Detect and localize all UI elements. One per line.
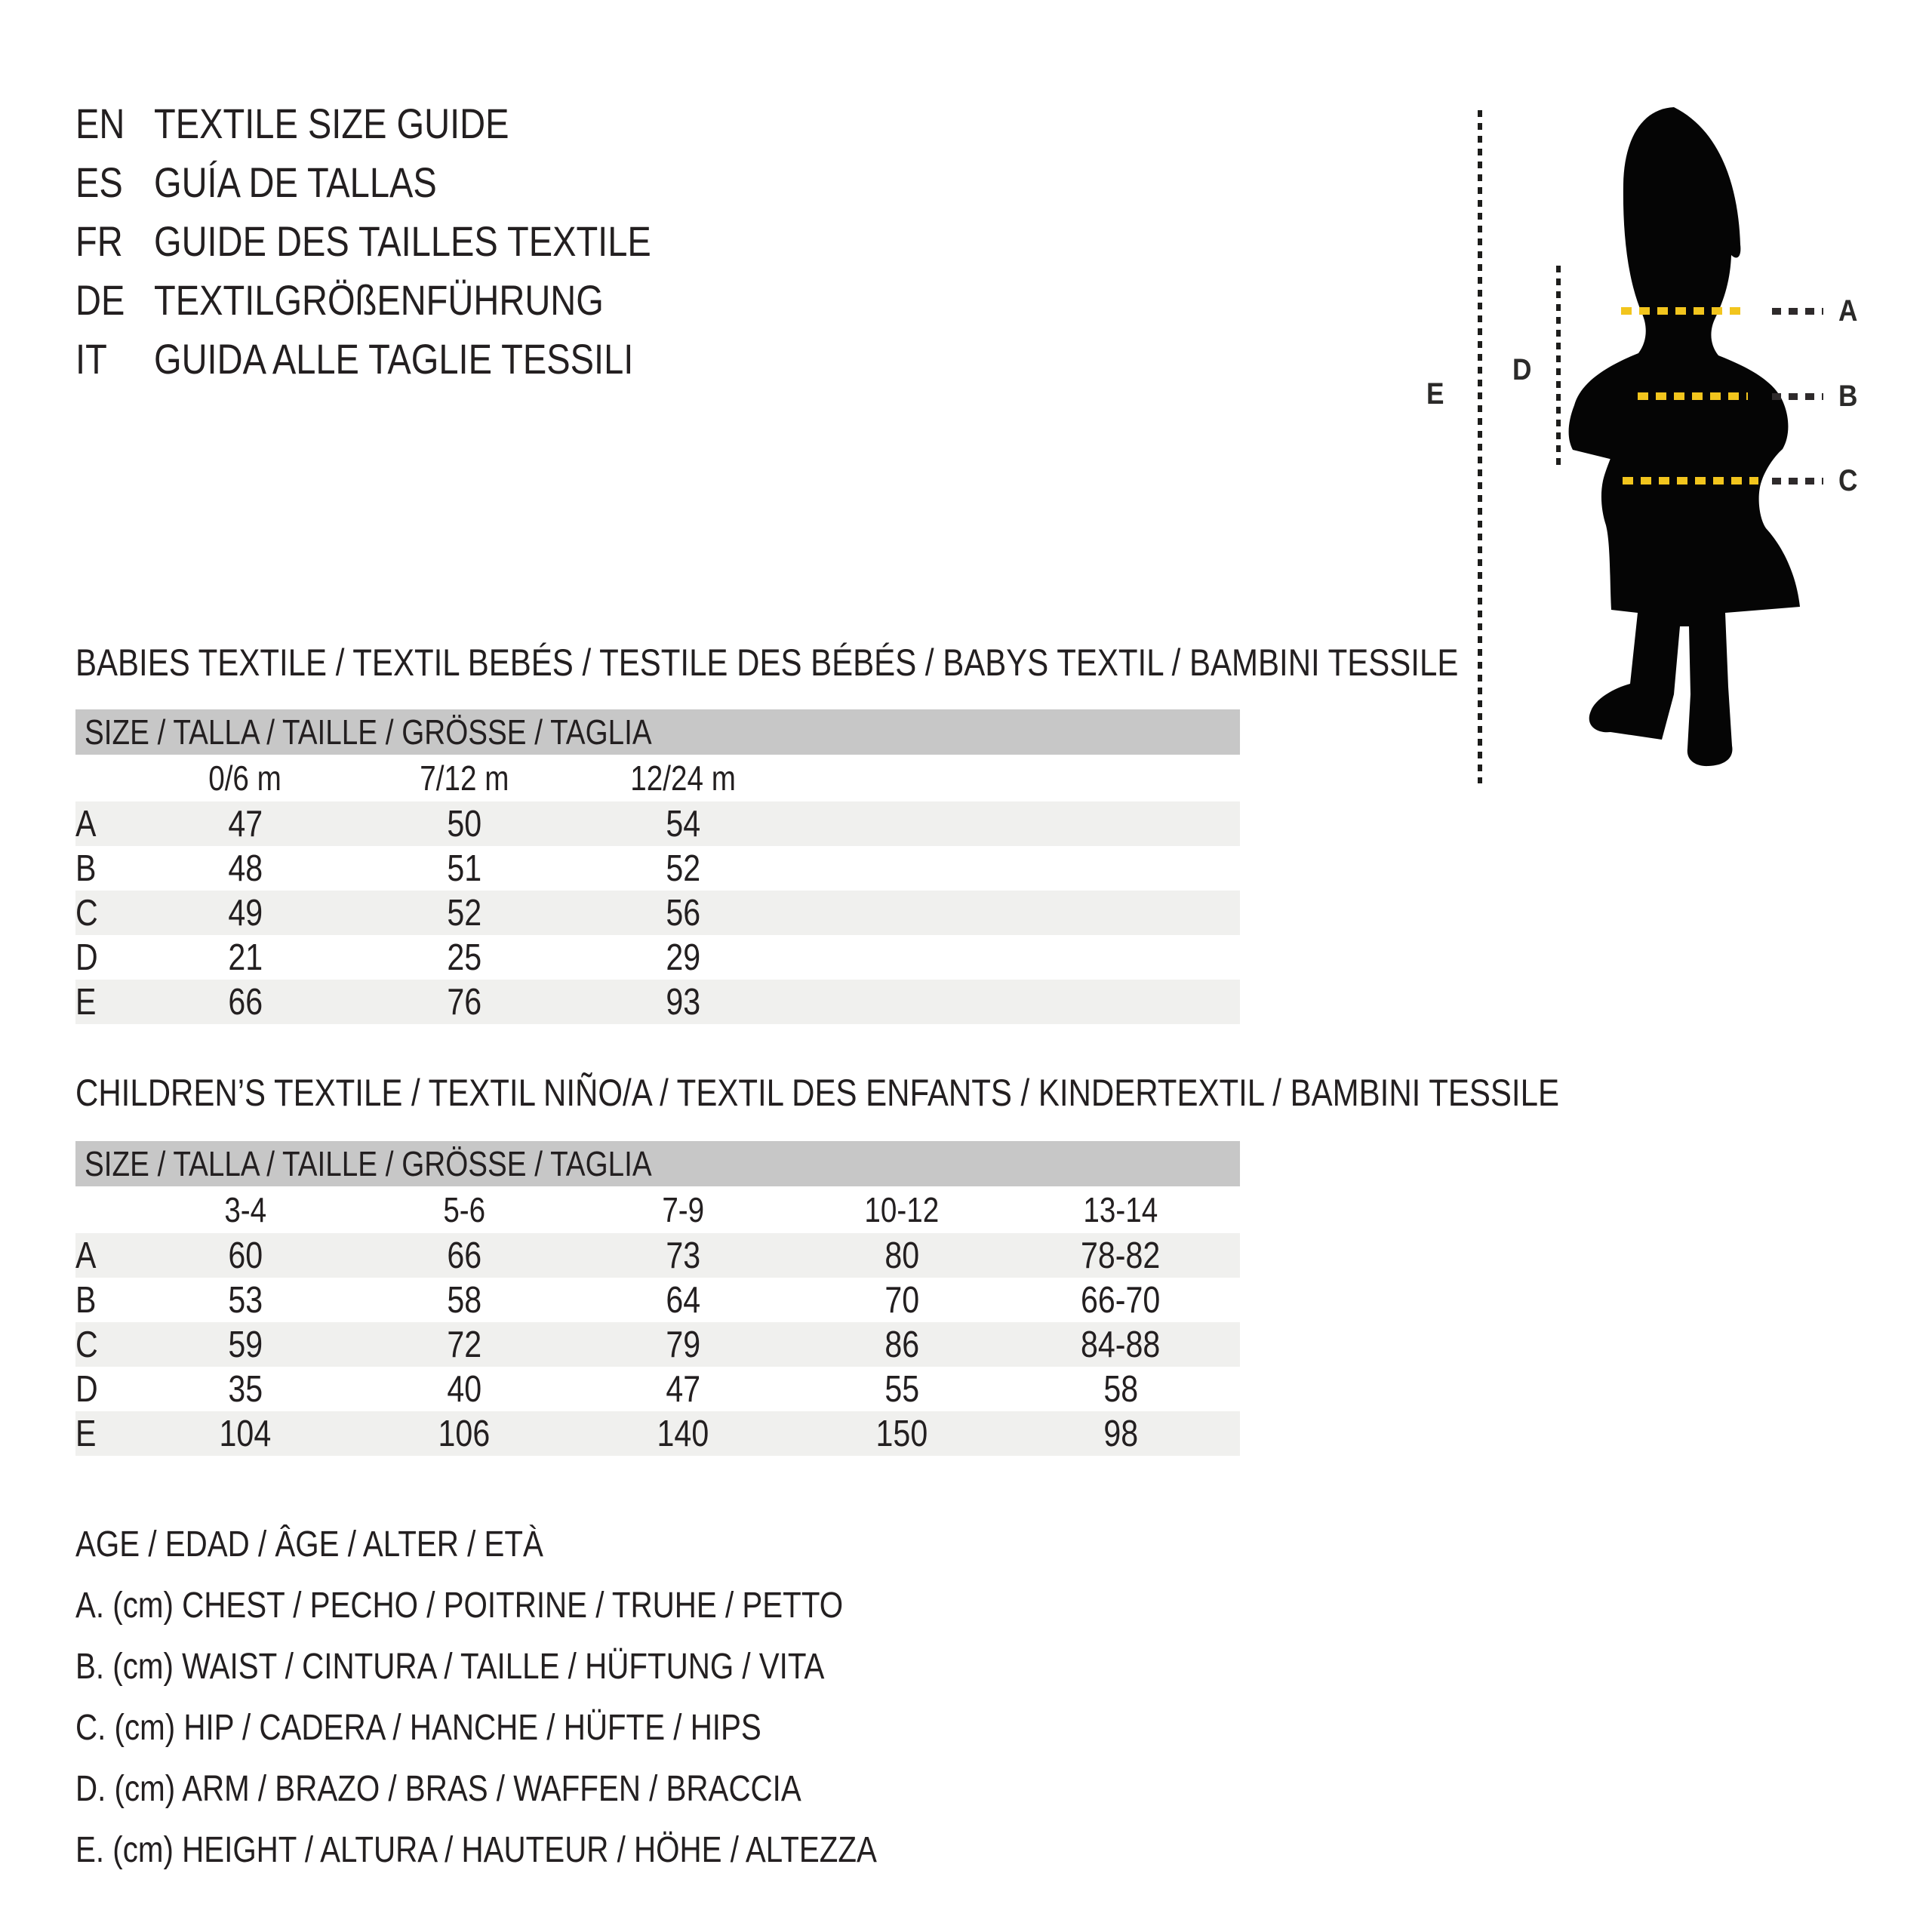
row-label bbox=[75, 892, 136, 934]
language-title: GUIDE DES TAILLES TEXTILE bbox=[154, 217, 651, 265]
row-label-text: E bbox=[75, 1413, 97, 1454]
measurement-legend bbox=[75, 1514, 1029, 1881]
cell-value: 56 bbox=[666, 892, 700, 934]
legend-line-height bbox=[75, 1820, 1029, 1881]
table-row-a bbox=[75, 801, 1240, 846]
babies-column-header bbox=[574, 758, 792, 798]
language-title: TEXTILE SIZE GUIDE bbox=[154, 99, 509, 147]
table-cell bbox=[574, 1235, 792, 1277]
cell-value: 60 bbox=[228, 1235, 263, 1276]
hip-measure-leader-c bbox=[1772, 478, 1823, 485]
column-header-text: 10-12 bbox=[864, 1190, 940, 1229]
table-cell bbox=[136, 803, 355, 845]
children-size-header-bar bbox=[75, 1141, 1240, 1186]
cell-value: 150 bbox=[875, 1413, 928, 1454]
language-code bbox=[75, 275, 154, 325]
row-label-text: B bbox=[75, 848, 97, 889]
table-cell bbox=[1011, 1368, 1230, 1411]
legend-text: B. (cm) WAIST / CINTURA / TAILLE / HÜFTUNG / VITA bbox=[75, 1647, 825, 1687]
cell-value: 58 bbox=[447, 1279, 481, 1321]
children-column-header bbox=[792, 1189, 1011, 1230]
language-code-text: FR bbox=[75, 217, 123, 265]
children-section-title-text: CHILDREN’S TEXTILE / TEXTIL NIÑO/A / TEXTIL DES ENFANTS / KINDERTEXTIL / BAMBINI TESSILE bbox=[75, 1072, 1559, 1114]
children-column-header bbox=[355, 1189, 574, 1230]
table-cell bbox=[1011, 1279, 1230, 1321]
table-cell bbox=[136, 1235, 355, 1277]
table-cell bbox=[792, 1279, 1011, 1321]
table-cell bbox=[355, 1324, 574, 1366]
table-cell bbox=[574, 937, 792, 979]
table-cell bbox=[355, 981, 574, 1023]
cell-value: 66 bbox=[447, 1235, 481, 1276]
figure-label-d: D bbox=[1512, 353, 1532, 386]
table-cell bbox=[136, 892, 355, 934]
table-row-a bbox=[75, 1233, 1240, 1278]
table-cell bbox=[574, 1279, 792, 1321]
table-cell bbox=[355, 1413, 574, 1455]
cell-value: 47 bbox=[666, 1368, 700, 1410]
table-cell bbox=[574, 1368, 792, 1411]
language-title: GUÍA DE TALLAS bbox=[154, 158, 437, 206]
language-code-text: DE bbox=[75, 275, 125, 324]
table-cell bbox=[355, 892, 574, 934]
language-code bbox=[75, 158, 154, 207]
legend-text: AGE / EDAD / ÂGE / ALTER / ETÀ bbox=[75, 1524, 543, 1564]
chest-measure-dash-a bbox=[1621, 307, 1748, 315]
table-row-b bbox=[75, 1278, 1240, 1322]
babies-size-header-bar bbox=[75, 709, 1240, 755]
table-cell bbox=[136, 1324, 355, 1366]
legend-line-age bbox=[75, 1514, 1029, 1575]
column-header-text: 0/6 m bbox=[208, 758, 282, 798]
table-cell bbox=[1011, 1235, 1230, 1277]
cell-value: 47 bbox=[228, 803, 263, 844]
language-code bbox=[75, 217, 154, 266]
cell-value: 76 bbox=[447, 981, 481, 1023]
table-cell bbox=[574, 981, 792, 1023]
cell-value: 98 bbox=[1103, 1413, 1138, 1454]
row-label bbox=[75, 848, 136, 890]
table-cell bbox=[136, 937, 355, 979]
table-cell bbox=[1011, 1324, 1230, 1366]
cell-value: 72 bbox=[447, 1324, 481, 1365]
chest-measure-leader-a bbox=[1772, 308, 1823, 315]
child-silhouette bbox=[1540, 106, 1819, 789]
table-cell bbox=[792, 1413, 1011, 1455]
language-row-fr bbox=[75, 211, 746, 270]
table-cell bbox=[792, 1368, 1011, 1411]
waist-measure-leader-b bbox=[1772, 393, 1823, 400]
language-row-de bbox=[75, 270, 746, 329]
table-cell bbox=[355, 1279, 574, 1321]
row-label bbox=[75, 981, 136, 1023]
cell-value: 59 bbox=[228, 1324, 263, 1365]
language-title-list bbox=[75, 94, 746, 388]
children-column-header bbox=[1011, 1189, 1230, 1230]
table-cell bbox=[136, 981, 355, 1023]
row-label bbox=[75, 1279, 136, 1321]
cell-value: 48 bbox=[228, 848, 263, 889]
cell-value: 106 bbox=[438, 1413, 491, 1454]
legend-line-arm bbox=[75, 1758, 1029, 1820]
column-header-text: 12/24 m bbox=[630, 758, 736, 798]
waist-measure-dash-b bbox=[1638, 392, 1748, 400]
row-label bbox=[75, 1368, 136, 1411]
language-code bbox=[75, 334, 154, 383]
cell-value: 79 bbox=[666, 1324, 700, 1365]
cell-value: 80 bbox=[884, 1235, 919, 1276]
table-row-d bbox=[75, 935, 1240, 980]
legend-line-waist bbox=[75, 1636, 1029, 1697]
figure-label-e: E bbox=[1426, 377, 1444, 411]
row-label-text: D bbox=[75, 1368, 98, 1410]
column-header-text: 7-9 bbox=[662, 1190, 704, 1229]
cell-value: 53 bbox=[228, 1279, 263, 1321]
language-code bbox=[75, 99, 154, 148]
table-cell bbox=[355, 1235, 574, 1277]
legend-text: D. (cm) ARM / BRAZO / BRAS / WAFFEN / BRACCIA bbox=[75, 1769, 801, 1809]
cell-value: 73 bbox=[666, 1235, 700, 1276]
row-label-text: C bbox=[75, 892, 98, 934]
table-cell bbox=[574, 1324, 792, 1366]
babies-column-header bbox=[136, 758, 355, 798]
children-section-title bbox=[75, 1072, 1841, 1114]
figure-label-a: A bbox=[1838, 294, 1858, 328]
language-code-text: EN bbox=[75, 99, 125, 147]
babies-columns-row bbox=[75, 755, 1240, 801]
legend-text: A. (cm) CHEST / PECHO / POITRINE / TRUHE / PETTO bbox=[75, 1586, 844, 1626]
language-title: GUIDA ALLE TAGLIE TESSILI bbox=[154, 334, 634, 383]
column-header-text: 13-14 bbox=[1083, 1190, 1158, 1229]
babies-column-header bbox=[355, 758, 574, 798]
table-row-d bbox=[75, 1367, 1240, 1411]
cell-value: 86 bbox=[884, 1324, 919, 1365]
children-columns-row bbox=[75, 1186, 1240, 1233]
babies-size-table bbox=[75, 709, 1240, 1024]
row-label bbox=[75, 1413, 136, 1455]
table-cell bbox=[1011, 1413, 1230, 1455]
cell-value: 25 bbox=[447, 937, 481, 978]
table-cell bbox=[574, 803, 792, 845]
cell-value: 49 bbox=[228, 892, 263, 934]
cell-value: 29 bbox=[666, 937, 700, 978]
cell-value: 93 bbox=[666, 981, 700, 1023]
figure-label-c: C bbox=[1838, 464, 1858, 497]
table-cell bbox=[136, 1413, 355, 1455]
legend-text: C. (cm) HIP / CADERA / HANCHE / HÜFTE / HIPS bbox=[75, 1708, 761, 1748]
children-size-header-text: SIZE / TALLA / TAILLE / GRÖSSE / TAGLIA bbox=[85, 1144, 652, 1183]
language-code-text: ES bbox=[75, 158, 123, 206]
cell-value: 84-88 bbox=[1081, 1324, 1161, 1365]
row-label bbox=[75, 1324, 136, 1366]
row-label-text: A bbox=[75, 1235, 97, 1276]
table-cell bbox=[355, 803, 574, 845]
arm-measure-line-d bbox=[1556, 266, 1561, 468]
column-header-text: 5-6 bbox=[443, 1190, 485, 1229]
language-title: TEXTILGRÖßENFÜHRUNG bbox=[154, 275, 604, 324]
table-cell bbox=[574, 892, 792, 934]
cell-value: 51 bbox=[447, 848, 481, 889]
language-code-text: IT bbox=[75, 334, 107, 383]
table-cell bbox=[355, 937, 574, 979]
cell-value: 35 bbox=[228, 1368, 263, 1410]
row-label bbox=[75, 803, 136, 845]
babies-section-title bbox=[75, 641, 1721, 684]
children-column-header bbox=[136, 1189, 355, 1230]
cell-value: 66-70 bbox=[1081, 1279, 1161, 1321]
cell-value: 54 bbox=[666, 803, 700, 844]
legend-text: E. (cm) HEIGHT / ALTURA / HAUTEUR / HÖHE / ALTEZZA bbox=[75, 1830, 877, 1870]
babies-section-title-text: BABIES TEXTILE / TEXTIL BEBÉS / TESTILE DES BÉBÉS / BABYS TEXTIL / BAMBINI TESSILE bbox=[75, 641, 1459, 684]
column-header-text: 7/12 m bbox=[419, 758, 509, 798]
figure-label-b: B bbox=[1838, 380, 1858, 413]
cell-value: 40 bbox=[447, 1368, 481, 1410]
cell-value: 70 bbox=[884, 1279, 919, 1321]
cell-value: 50 bbox=[447, 803, 481, 844]
table-cell bbox=[355, 1368, 574, 1411]
row-label-text: D bbox=[75, 937, 98, 978]
table-row-e bbox=[75, 1411, 1240, 1456]
table-row-c bbox=[75, 1322, 1240, 1367]
language-row-en bbox=[75, 94, 746, 152]
table-cell bbox=[574, 848, 792, 890]
row-label-text: A bbox=[75, 803, 97, 844]
row-label bbox=[75, 1235, 136, 1277]
cell-value: 104 bbox=[219, 1413, 272, 1454]
table-cell bbox=[574, 1413, 792, 1455]
cell-value: 78-82 bbox=[1081, 1235, 1161, 1276]
legend-line-hip bbox=[75, 1697, 1029, 1758]
row-label-text: E bbox=[75, 981, 97, 1023]
table-cell bbox=[792, 1324, 1011, 1366]
babies-size-header-text: SIZE / TALLA / TAILLE / GRÖSSE / TAGLIA bbox=[85, 712, 652, 752]
language-row-it bbox=[75, 329, 746, 388]
cell-value: 58 bbox=[1103, 1368, 1138, 1410]
cell-value: 52 bbox=[666, 848, 700, 889]
cell-value: 55 bbox=[884, 1368, 919, 1410]
table-row-e bbox=[75, 980, 1240, 1024]
table-row-c bbox=[75, 891, 1240, 935]
cell-value: 64 bbox=[666, 1279, 700, 1321]
language-row-es bbox=[75, 152, 746, 211]
hip-measure-dash-c bbox=[1623, 477, 1758, 485]
children-size-table bbox=[75, 1141, 1240, 1456]
legend-line-chest bbox=[75, 1575, 1029, 1636]
table-cell bbox=[136, 1368, 355, 1411]
table-cell bbox=[792, 1235, 1011, 1277]
table-row-b bbox=[75, 846, 1240, 891]
row-label-text: B bbox=[75, 1279, 97, 1321]
table-cell bbox=[355, 848, 574, 890]
cell-value: 140 bbox=[657, 1413, 709, 1454]
table-cell bbox=[136, 848, 355, 890]
column-header-text: 3-4 bbox=[224, 1190, 266, 1229]
row-label bbox=[75, 937, 136, 979]
row-label-text: C bbox=[75, 1324, 98, 1365]
cell-value: 52 bbox=[447, 892, 481, 934]
table-cell bbox=[136, 1279, 355, 1321]
cell-value: 66 bbox=[228, 981, 263, 1023]
children-column-header bbox=[574, 1189, 792, 1230]
cell-value: 21 bbox=[228, 937, 263, 978]
